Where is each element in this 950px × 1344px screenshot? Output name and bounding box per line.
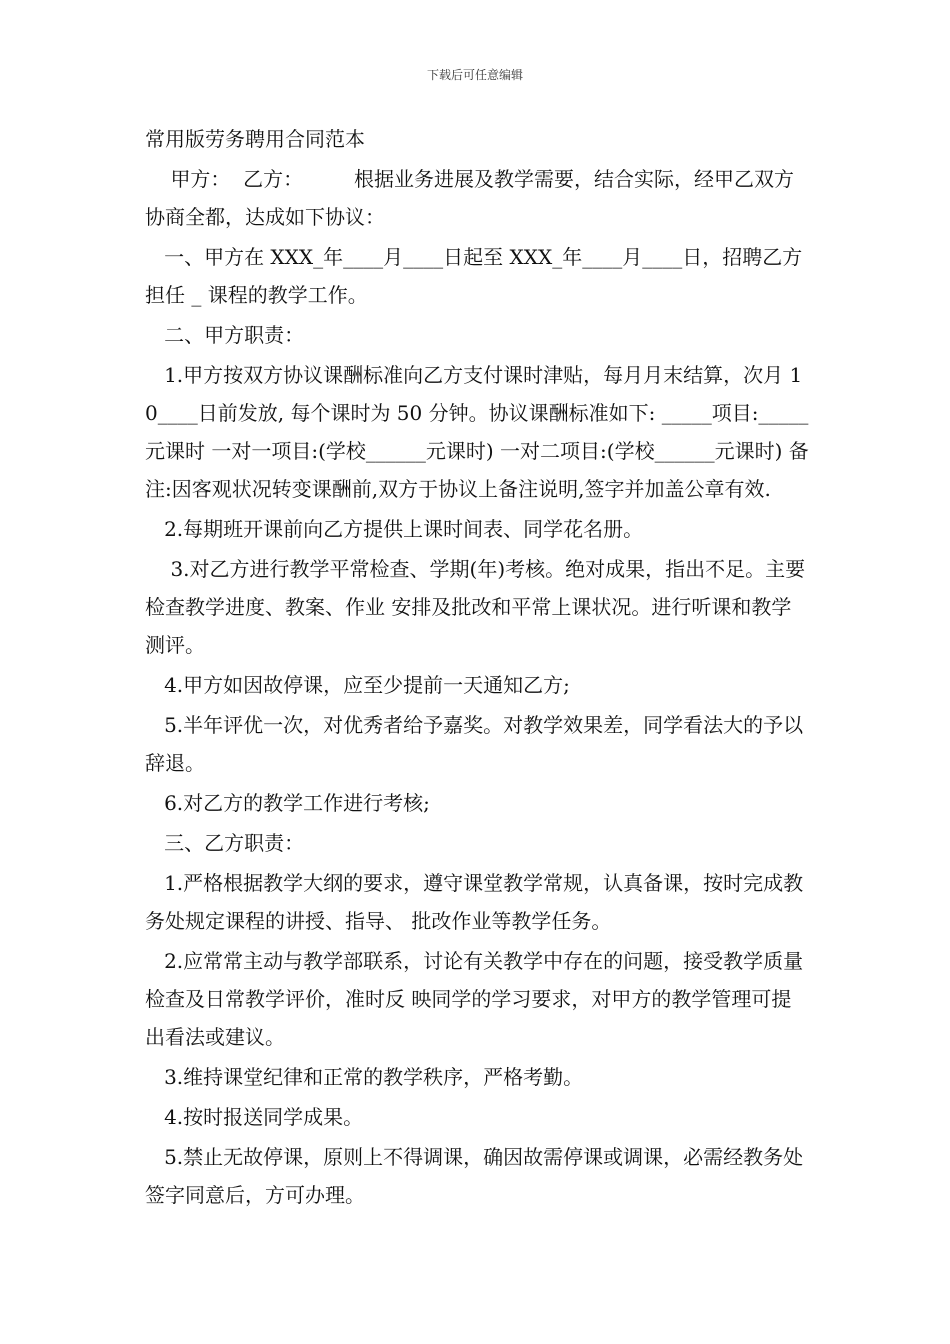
paragraph-section-1: 一、甲方在 XXX_年____月____日起至 XXX_年____月____日，招聘乙方担任 _ 课程的教学工作。 [145, 245, 803, 307]
paragraph-b-duty-3: 3.维持课堂纪律和正常的教学秩序，严格考勤。 [145, 1065, 584, 1089]
paragraph-a-duty-3: 3.对乙方进行教学平常检查、学期(年)考核。绝对成果，指出不足。主要检查教学进度、教案、作业 安排及批改和平常上课状况。进行听课和教学测评。 [145, 557, 806, 657]
paragraph-a-duty-2: 2.每期班开课前向乙方提供上课时间表、同学花名册。 [145, 517, 644, 541]
document-body [145, 120, 810, 1214]
paragraph-heading-party-b-duties: 三、乙方职责： [145, 831, 305, 855]
header-note: 下载后可任意编辑 [426, 68, 523, 82]
document-title: 常用版劳务聘用合同范本 [145, 127, 365, 151]
paragraph-parties: 甲方： 乙方： 根据业务进展及教学需要，结合实际，经甲乙双方协商全都，达成如下协议： [145, 167, 795, 229]
paragraph-a-duty-4: 4.甲方如因故停课，应至少提前一天通知乙方; [145, 673, 570, 697]
paragraph-b-duty-4: 4.按时报送同学成果。 [145, 1105, 364, 1129]
paragraph-b-duty-1: 1.严格根据教学大纲的要求，遵守课堂教学常规，认真备课，按时完成教务处规定课程的讲授、指导、 批改作业等教学任务。 [145, 871, 804, 933]
paragraph-a-duty-1: 1.甲方按双方协议课酬标准向乙方支付课时津贴，每月月末结算，次月 10____日前发放, 每个课时为 50 分钟。协议课酬标准如下: _____项目:_____元课时 一对一项目:(学校______元课时) 一对二项目:(学校______元课时) 备注:因客观状况转变课酬前,双方于协议上备注说明,签字并加盖公章有效. [145, 363, 809, 501]
paragraph-b-duty-5: 5.禁止无故停课，原则上不得调课，确因故需停课或调课，必需经教务处签字同意后，方可办理。 [145, 1145, 804, 1207]
paragraph-b-duty-2: 2.应常常主动与教学部联系，讨论有关教学中存在的问题，接受教学质量检查及日常教学评价，准时反 映同学的学习要求，对甲方的教学管理可提出看法或建议。 [145, 949, 804, 1049]
paragraph-a-duty-5: 5.半年评优一次，对优秀者给予嘉奖。对教学效果差，同学看法大的予以辞退。 [145, 713, 804, 775]
paragraph-heading-party-a-duties: 二、甲方职责： [145, 323, 305, 347]
paragraph-a-duty-6: 6.对乙方的教学工作进行考核; [145, 791, 430, 815]
